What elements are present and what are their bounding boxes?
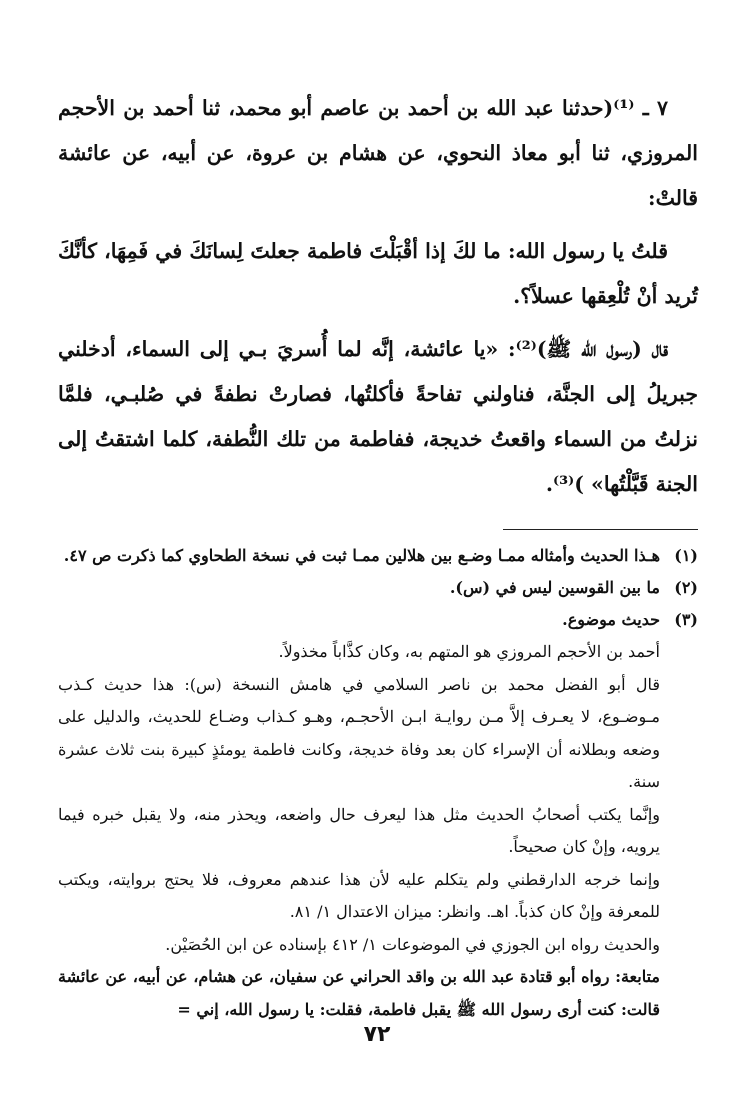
footnote-2 — [58, 572, 698, 604]
note-line: قال أبو الفضل محمد بن ناصر السلامي في هامش النسخة (س): هذا حديث كـذب مـوضـوع، لا يعـرف إلاَّ مـن روايـة ابـن الأحجـم، وهـو كـذاب وضـاع للحديث، والدليل على وضعه وبطلانه أن الإسراء كان بعد وفاة خديجة، وكانت فاطمة يومئذٍ كبيرة بنت ثلاث عشرة سنة. — [58, 674, 660, 791]
hadith-isnad: ٧ ـ ⁽¹⁾(حدثنا عبد الله بن أحمد بن عاصم أبو محمد، ثنا أحمد بن الأحجم المروزي، ثنا أبو معاذ النحوي، عن هشام بن عروة، عن أبيه، عن عائشة قالتْ: — [58, 96, 698, 210]
footnote-number: (٣) — [674, 610, 698, 629]
footnotes — [58, 540, 698, 1026]
footnote-separator — [503, 529, 698, 530]
note-line: وإنَّما يكتب أصحابُ الحديث مثل هذا ليعرف حال واضعه، ويحذر منه، ولا يقبل خبره فيما يرويه، وإنْ كان صحيحاً. — [58, 804, 660, 856]
footnote-3-body — [58, 636, 660, 1026]
footnote-number: (١) — [674, 546, 698, 565]
footnote-3 — [58, 604, 698, 636]
page-content — [58, 86, 698, 1026]
footnote-1 — [58, 540, 698, 572]
note-line: وإنما خرجه الدارقطني ولم يتكلم عليه لأن هذا عندهم معروف، فلا يحتج بروايته، ويكتب للمعرفة وإنْ كان كذباً. اهـ. وانظر: ميزان الاعتدال ١/ ٨١. — [58, 869, 660, 921]
footnote-text: ما بين القوسين ليس في (س). — [449, 578, 660, 597]
footnote-number: (٢) — [674, 578, 698, 597]
note-line: أحمد بن الأحجم المروزي هو المتهم به، وكان كذَّاباً مخذولاً. — [278, 642, 660, 661]
hadith-question: قلتُ يا رسول الله: ما لكَ إذا أقْبَلْتَ فاطمة جعلتَ لِسانَكَ في فَمِهَا، كأنَّكَ تُريد أنْ تُلْعِقها عسلاً؟. — [58, 239, 698, 308]
main-text — [58, 86, 698, 507]
note-line: متابعة: رواه أبو قتادة عبد الله بن واقد الحراني عن سفيان، عن هشام، عن أبيه، عن عائشة قالت: كنت أرى رسول الله ﷺ يقبل فاطمة، فقلت: يا رسول الله، إني = — [58, 967, 660, 1019]
footnote-text: هـذا الحديث وأمثاله ممـا وضـع بين هلالين ممـا ثبت في نسخة الطحاوي كما ذكرت ص ٤٧. — [63, 546, 660, 565]
hadith-answer: قال (رسول الله ﷺ)⁽²⁾: «يا عائشة، إنَّه لما أُسريَ بـي إلى السماء، أدخلني جبريلُ إلى الجنَّة، فناولني تفاحةً فأكلتُها، فصارتْ نطفةً في صُلبـي، فلمَّا نزلتُ من السماء واقعتُ خديجة، ففاطمة من تلك النُّطفة، كلما اشتقتُ إلى الجنة قَبَّلْتُها» )⁽³⁾. — [58, 337, 698, 496]
note-line: والحديث رواه ابن الجوزي في الموضوعات ١/ ٤١٢ بإسناده عن ابن الحُصَيْن. — [165, 934, 660, 954]
footnote-text: حديث موضوع. — [562, 610, 660, 629]
page-number: ٧٢ — [363, 1022, 391, 1047]
